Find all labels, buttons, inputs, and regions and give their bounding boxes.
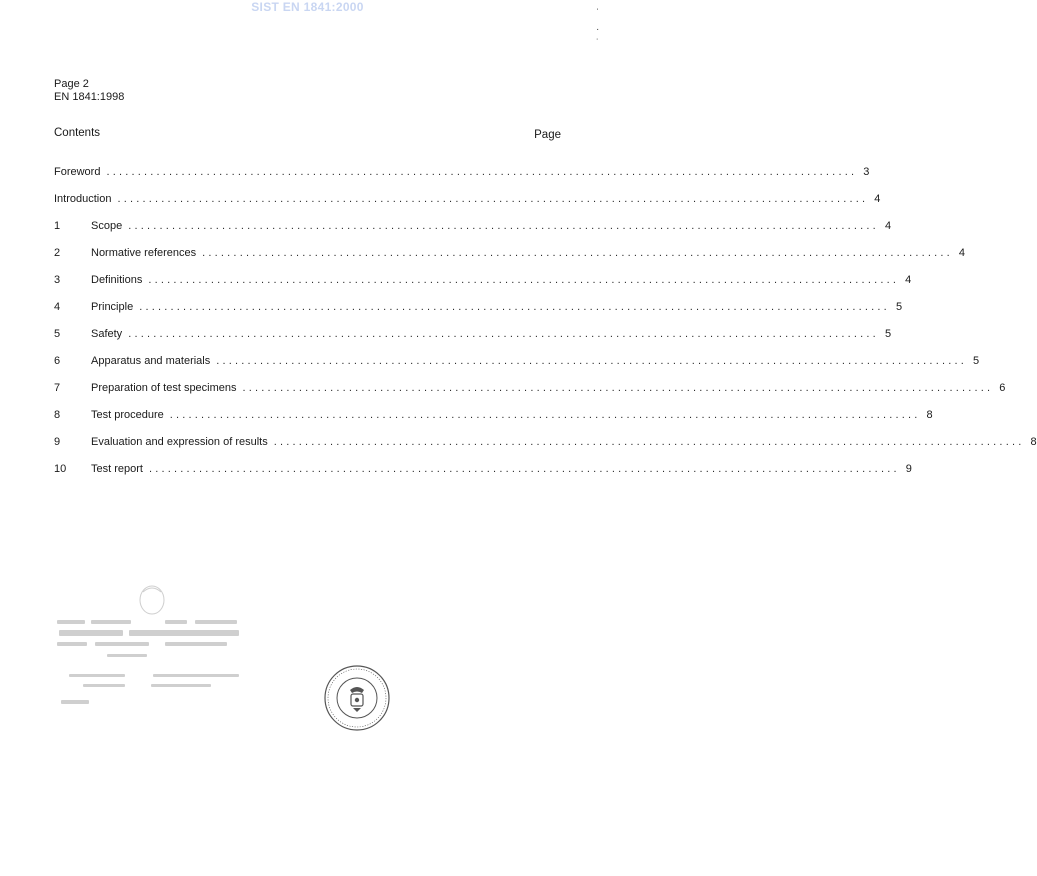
toc-entry[interactable] [54,301,903,315]
toc-entry[interactable] [54,220,892,234]
toc-entry-title: Test procedure [91,409,164,421]
toc-entry-number: 7 [54,382,61,394]
toc-entry[interactable] [54,274,912,288]
toc-entry-page: 4 [905,274,912,286]
toc-entry-title: Safety [91,328,123,340]
toc-entry-title: Preparation of test specimens [91,382,237,394]
toc-leader-dots: ........................................................................................................................ [169,409,921,421]
toc-leader-dots: ........................................................................................................................ [128,328,879,340]
toc-entry-number: 4 [54,301,61,313]
faded-institute-stamp-icon [55,582,255,722]
toc-leader-dots: ........................................................................................................................ [216,355,967,367]
toc-entry-page: 4 [884,220,892,232]
toc-leader-dots: ........................................................................................................................ [148,463,900,475]
toc-entry-title: Scope [91,220,123,232]
margin-mark-icon: · [596,24,600,35]
standard-reference: EN 1841:1998 [54,91,125,103]
toc-entry-page: 5 [895,301,903,313]
page-label: Page 2 [54,78,89,90]
toc-entry-number: 9 [54,436,61,448]
toc-entry-page: 8 [926,409,933,421]
toc-entry-number: 6 [54,355,61,367]
toc-leader-dots: ........................................................................................................................ [128,220,879,232]
toc-entry-page: 5 [972,355,980,367]
toc-entry[interactable] [54,328,892,342]
toc-entry-number: 2 [54,247,61,259]
toc-leader-dots: ........................................................................................................................ [273,436,1025,448]
page-column-heading: Page [534,129,561,141]
toc-entry-title: Normative references [91,247,197,259]
toc-entry[interactable] [54,382,1006,396]
watermark-title: SIST EN 1841:2000 [251,0,364,14]
toc-leader-dots: ........................................................................................................................ [148,274,900,286]
toc-entry-title: Apparatus and materials [91,355,211,367]
toc-entry[interactable] [54,355,980,369]
toc-entry[interactable] [54,409,933,423]
toc-entry-title: Definitions [91,274,143,286]
toc-entry-number: 5 [54,328,61,340]
toc-entry-page: 8 [1030,436,1037,448]
toc-leader-dots: ........................................................................................................................ [106,166,858,178]
toc-entry-page: 9 [905,463,912,475]
margin-mark-icon: ˙ [596,38,600,49]
toc-entry-number: 1 [54,220,61,232]
toc-entry-title: Introduction [54,193,112,205]
toc-entry-number: 10 [54,463,67,475]
toc-leader-dots: ........................................................................................................................ [202,247,953,259]
contents-title: Contents [54,127,101,139]
round-seal-icon [323,664,391,732]
toc-entry-title: Evaluation and expression of results [91,436,268,448]
margin-mark-icon: ˈ [596,8,600,19]
page-header [54,78,124,104]
toc-leader-dots: ........................................................................................................................ [139,301,890,313]
contents-heading-row [54,127,561,139]
toc-entry-page: 4 [874,193,881,205]
toc-entry-title: Test report [91,463,143,475]
toc-entry-page: 6 [999,382,1006,394]
toc-leader-dots: ........................................................................................................................ [242,382,994,394]
toc-entry-title: Foreword [54,166,101,178]
toc-entry-title: Principle [91,301,134,313]
toc-entry-number: 8 [54,409,61,421]
toc-entry[interactable] [54,247,966,261]
toc-entry-page: 4 [958,247,966,259]
toc-entry[interactable] [54,463,912,477]
toc-leader-dots: ........................................................................................................................ [117,193,869,205]
toc-entry-page: 3 [863,166,870,178]
toc-entry[interactable] [54,436,1037,450]
toc-entry[interactable] [54,193,881,207]
toc-entry[interactable] [54,166,870,180]
toc-entry-page: 5 [884,328,892,340]
toc-entry-number: 3 [54,274,61,286]
